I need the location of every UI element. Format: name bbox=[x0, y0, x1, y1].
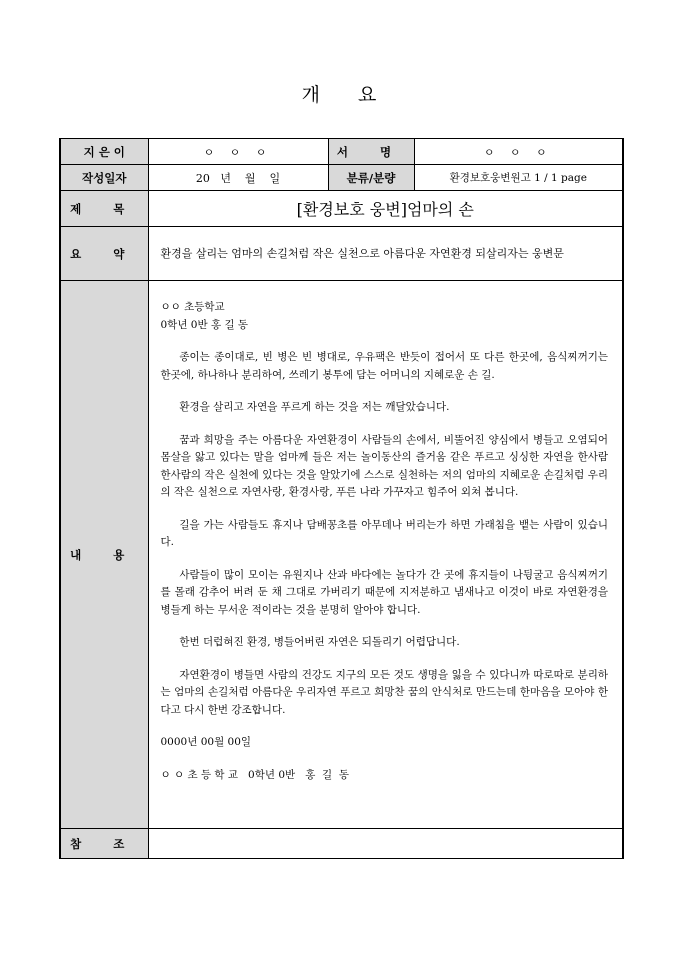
category-label: 분류/분량 bbox=[328, 165, 414, 191]
date-row bbox=[60, 165, 623, 191]
student-line: 0학년 0반 홍 길 동 bbox=[160, 318, 249, 331]
school-line: ㅇㅇ 초등학교 bbox=[160, 301, 225, 313]
name-label: 서 명 bbox=[328, 139, 414, 165]
content-body bbox=[148, 281, 623, 829]
signature-line: ㅇ ㅇ 초 등 학 교 0학년 0반 홍 길 동 bbox=[160, 768, 349, 781]
reference-value bbox=[148, 829, 623, 859]
author-label: 지 은 이 bbox=[60, 139, 148, 165]
paragraph-7: 자연환경이 병들면 사람의 건강도 지구의 모든 것도 생명을 잃을 수 있다니까 따로따로 분리하는 엄마의 손길처럼 아름다운 우리자연 푸르고 희망찬 꿈의 안식처로 만드는데 한마음을 모아야 한다고 다시 한번 강조합니다. bbox=[160, 668, 608, 716]
content-row bbox=[60, 281, 623, 829]
paragraph-6: 한번 더럽혀진 환경, 병들어버린 자연은 되돌리기 어렵답니다. bbox=[179, 636, 460, 648]
content-label: 내 용 bbox=[60, 281, 148, 829]
author-row bbox=[60, 139, 623, 165]
paragraph-2: 환경을 살리고 자연을 푸르게 하는 것을 저는 깨달았습니다. bbox=[179, 401, 450, 413]
reference-row bbox=[60, 829, 623, 859]
reference-label: 참 조 bbox=[60, 829, 148, 859]
subject-label: 제 목 bbox=[60, 191, 148, 227]
paragraph-3: 꿈과 희망을 주는 아름다운 자연환경이 사람들의 손에서, 비뚤어진 양심에서 병들고 오염되어 몸살을 앓고 있다는 말을 엄마께 들은 저는 놀이동산의 즐거움 같은 푸르고 싱싱한 자연을 한사람 한사람의 작은 실천에 있다는 것을 알았기에 스스로 실천하는 저의 엄마의 지혜로운 손길처럼 우리의 작은 실천으로 자연사랑, 환경사랑, 푸른 나라 가꾸자고 힘주어 외쳐 봅니다. bbox=[160, 433, 608, 498]
subject-row bbox=[60, 191, 623, 227]
date-value: 20 년 월 일 bbox=[148, 165, 328, 191]
date-line: 0000년 00월 00일 bbox=[160, 736, 252, 748]
summary-value: 환경을 살리는 엄마의 손길처럼 작은 실천으로 아름다운 자연환경 되살리자는 웅변문 bbox=[148, 227, 623, 281]
date-label: 작성일자 bbox=[60, 165, 148, 191]
document-title: 개 요 bbox=[301, 84, 379, 106]
summary-row bbox=[60, 227, 623, 281]
category-value: 환경보호웅변원고 1 / 1 page bbox=[414, 165, 623, 191]
author-value: ㅇ ㅇ ㅇ bbox=[148, 139, 328, 165]
paragraph-1: 종이는 종이대로, 빈 병은 빈 병대로, 우유팩은 반듯이 접어서 또 다른 한곳에, 음식찌꺼기는 한곳에, 하나하나 분리하여, 쓰레기 봉투에 담는 어머니의 지혜로운 손 길. bbox=[160, 351, 608, 381]
subject-value: [환경보호 웅변]엄마의 손 bbox=[148, 191, 623, 227]
summary-label: 요 약 bbox=[60, 227, 148, 281]
overview-form-table bbox=[59, 138, 624, 859]
paragraph-5: 사람들이 많이 모이는 유원지나 산과 바다에는 놀다가 간 곳에 휴지들이 나뒹굴고 음식찌꺼기를 몰래 감추어 버려 둔 채 그대로 가버리기 때문에 지저분하고 냄새나고 이것이 바로 자연환경을 병들게 하는 무서운 적이라는 것을 분명히 알아야 합니다. bbox=[160, 568, 608, 616]
name-value: ㅇ ㅇ ㅇ bbox=[414, 139, 623, 165]
paragraph-4: 길을 가는 사람들도 휴지나 담배꽁초를 아무데나 버리는가 하면 가래침을 뱉는 사람이 있습니다. bbox=[160, 518, 608, 548]
